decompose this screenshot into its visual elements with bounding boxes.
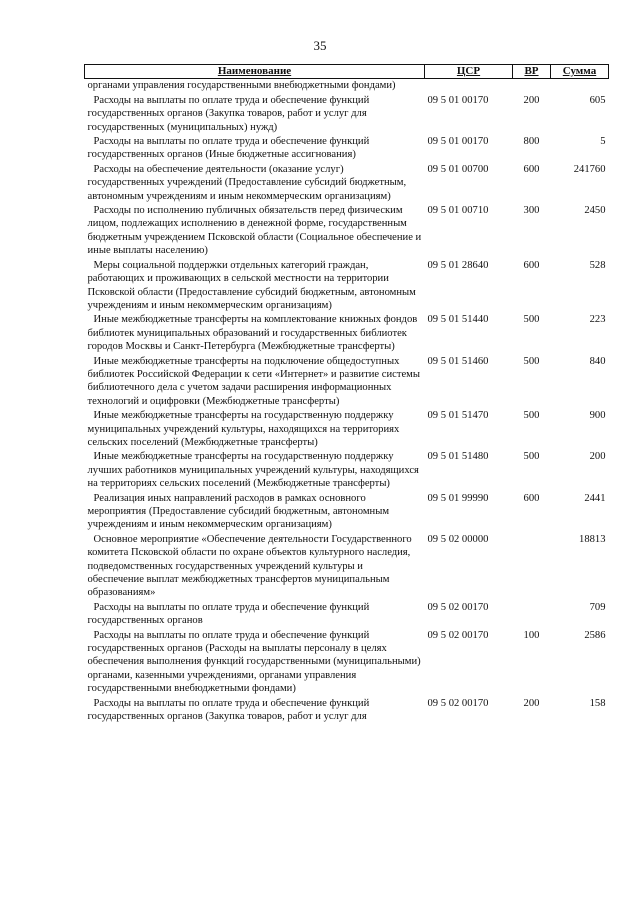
row-csr <box>425 79 513 94</box>
table-row <box>85 313 609 354</box>
row-sum: 2450 <box>584 205 606 217</box>
table-row <box>85 492 609 533</box>
row-sum: 223 <box>589 314 606 326</box>
header-vr: ВР <box>513 65 551 79</box>
row-name: Расходы на выплаты по оплате труда и обеспечение функций государственных органов (Закупка товаров, работ и услуг для <box>87 697 370 723</box>
table-row <box>85 135 609 163</box>
row-name: Иные межбюджетные трансферты на государственную поддержку лучших работников муниципальных учреждений культуры, находящихся на территориях сельских поселений (Межбюджетные трансферты) <box>87 451 419 490</box>
row-vr: 200 <box>523 94 540 106</box>
row-csr: 09 5 01 00170 <box>427 136 489 148</box>
row-csr: 09 5 01 00170 <box>427 94 489 106</box>
budget-table <box>84 64 609 725</box>
row-name: Основное мероприятие «Обеспечение деятельности Государственного комитета Псковской области по охране объектов культурного наследия, подведомственных государственных учреждений культуры и обеспечение выплат межбюджетных трансфертов муниципальным образованиям» <box>87 533 412 599</box>
row-name: Расходы на выплаты по оплате труда и обеспечение функций государственных органов (Расходы на выплаты персоналу в целях обеспечения выполнения функций государственными (муниципальными) органами, казенными учреждениями, органами управления государственными внебюджетными фондами) <box>87 629 421 695</box>
page-number: 35 <box>313 38 327 53</box>
header-name: Наименование <box>85 65 425 79</box>
row-sum: 2586 <box>584 629 606 641</box>
row-csr: 09 5 02 00170 <box>427 697 489 709</box>
header-csr: ЦСР <box>425 65 513 79</box>
row-vr <box>513 601 551 629</box>
row-name: Расходы на выплаты по оплате труда и обеспечение функций государственных органов (Иные бюджетные ассигнования) <box>87 136 370 161</box>
row-vr <box>513 533 551 601</box>
row-sum: 158 <box>589 697 606 709</box>
row-name: Расходы по исполнению публичных обязательств перед физическим лицом, подлежащих исполнению в денежной форме, государственным бюджетным учреждением Псковской области (Социальное обеспечение и иные выплаты населению) <box>87 205 422 257</box>
table-row <box>85 697 609 725</box>
row-csr: 09 5 01 51470 <box>427 410 489 422</box>
row-name: Реализация иных направлений расходов в рамках основного мероприятия (Предоставление субсидий бюджетным, автономным учреждениям и иным некоммерческим организациям) <box>87 492 390 531</box>
table-row <box>85 79 609 94</box>
row-vr: 100 <box>523 629 540 641</box>
row-sum: 605 <box>589 94 606 106</box>
row-csr: 09 5 01 28640 <box>427 259 489 271</box>
row-csr: 09 5 01 00700 <box>427 163 489 175</box>
row-sum: 900 <box>589 410 606 422</box>
table-row <box>85 94 609 135</box>
row-vr <box>513 79 551 94</box>
row-sum: 709 <box>589 601 606 613</box>
row-name: Расходы на выплаты по оплате труда и обеспечение функций государственных органов <box>87 601 370 627</box>
row-csr: 09 5 01 51440 <box>427 314 489 326</box>
row-name: Иные межбюджетные трансферты на государственную поддержку муниципальных учреждений культуры, находящихся на территориях сельских поселений (Межбюджетные трансферты) <box>87 410 400 448</box>
row-vr: 600 <box>523 492 540 504</box>
row-sum: 241760 <box>573 163 606 175</box>
row-name: органами управления государственными внебюджетными фондами) <box>87 80 396 92</box>
table-row <box>85 259 609 314</box>
row-csr: 09 5 01 00710 <box>427 205 489 217</box>
row-vr: 600 <box>523 163 540 175</box>
row-csr: 09 5 02 00170 <box>427 629 489 641</box>
table-row <box>85 163 609 204</box>
row-vr: 600 <box>523 259 540 271</box>
row-vr: 800 <box>523 136 540 148</box>
header-sum: Сумма <box>551 65 609 79</box>
row-vr: 500 <box>523 314 540 326</box>
table-row <box>85 601 609 629</box>
row-name: Меры социальной поддержки отдельных категорий граждан, работающих и проживающих в сельской местности на территории Псковской области (Предоставление субсидий бюджетным, автономным учреждениям и иным некоммерческим организациям) <box>87 259 416 311</box>
table-row <box>85 204 609 259</box>
row-sum: 18813 <box>579 533 606 545</box>
row-vr: 500 <box>523 355 540 367</box>
row-vr: 500 <box>523 451 540 463</box>
table-row <box>85 355 609 410</box>
table-header-row <box>85 65 609 79</box>
row-sum: 840 <box>589 355 606 367</box>
row-name: Расходы на выплаты по оплате труда и обеспечение функций государственных органов (Закупка товаров, работ и услуг для государственных (муниципальных) нужд) <box>87 94 370 133</box>
row-sum: 528 <box>589 259 606 271</box>
row-sum: 200 <box>589 451 606 463</box>
table-row <box>85 533 609 601</box>
row-vr: 200 <box>523 697 540 709</box>
row-name: Иные межбюджетные трансферты на подключение общедоступных библиотек Российской Федерации к сети «Интернет» и развитие системы библиотечного дела с учетом задачи расширения информационных технологий и оцифровки (Межбюджетные трансферты) <box>87 355 420 407</box>
row-csr: 09 5 01 99990 <box>427 492 489 504</box>
row-csr: 09 5 01 51460 <box>427 355 489 367</box>
table-row <box>85 629 609 697</box>
row-csr: 09 5 02 00000 <box>427 533 489 545</box>
row-name: Иные межбюджетные трансферты на комплектование книжных фондов библиотек муниципальных образований и государственных библиотек городов Москвы и Санкт-Петербурга (Межбюджетные трансферты) <box>87 314 418 353</box>
table-body <box>85 79 609 725</box>
row-sum: 5 <box>600 136 606 148</box>
row-csr: 09 5 01 51480 <box>427 451 489 463</box>
row-vr: 300 <box>523 205 540 217</box>
row-name: Расходы на обеспечение деятельности (оказание услуг) государственных учреждений (Предоставление субсидий бюджетным, автономным учреждениям и иным некоммерческим организациям) <box>87 163 407 202</box>
table-row <box>85 409 609 450</box>
row-sum <box>551 79 609 94</box>
table-row <box>85 450 609 491</box>
row-csr: 09 5 02 00170 <box>427 601 489 613</box>
row-vr: 500 <box>523 410 540 422</box>
row-sum: 2441 <box>584 492 606 504</box>
